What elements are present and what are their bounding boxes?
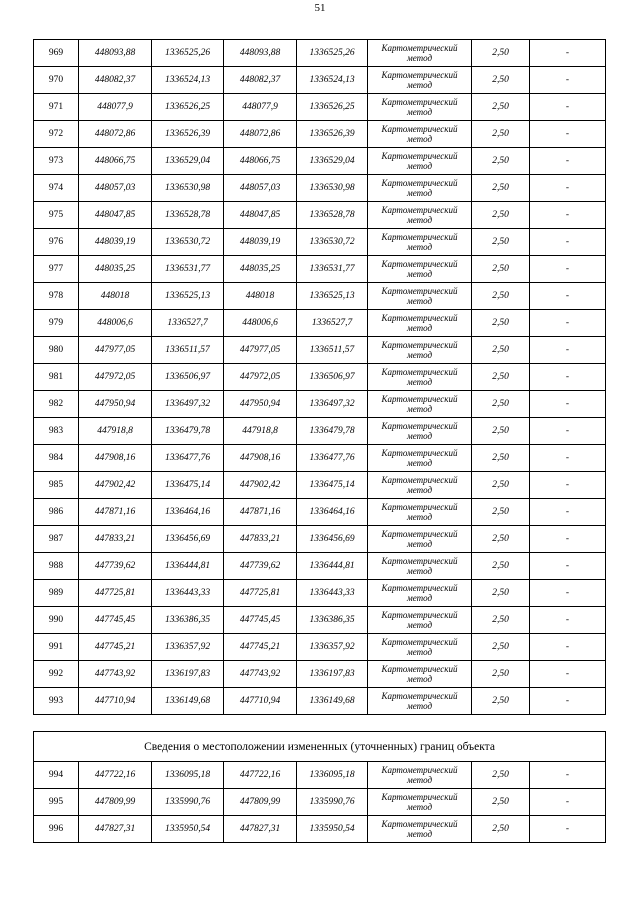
description-cell: - bbox=[530, 607, 606, 634]
description-cell: - bbox=[530, 445, 606, 472]
point-number-cell: 996 bbox=[34, 816, 79, 843]
x-new-cell: 448039,19 bbox=[224, 229, 297, 256]
y-existing-cell: 1336511,57 bbox=[152, 337, 224, 364]
y-new-cell: 1336530,72 bbox=[297, 229, 368, 256]
y-existing-cell: 1336444,81 bbox=[152, 553, 224, 580]
y-new-cell: 1336444,81 bbox=[297, 553, 368, 580]
x-existing-cell: 448006,6 bbox=[79, 310, 152, 337]
y-existing-cell: 1336149,68 bbox=[152, 688, 224, 715]
y-new-cell: 1336529,04 bbox=[297, 148, 368, 175]
table-row bbox=[34, 40, 606, 67]
y-new-cell: 1336525,26 bbox=[297, 40, 368, 67]
table-row bbox=[34, 229, 606, 256]
x-new-cell: 447725,81 bbox=[224, 580, 297, 607]
method-cell: Картометрический метод bbox=[368, 762, 472, 789]
x-existing-cell: 447908,16 bbox=[79, 445, 152, 472]
table-row bbox=[34, 391, 606, 418]
point-number-cell: 984 bbox=[34, 445, 79, 472]
table-row bbox=[34, 580, 606, 607]
table-row bbox=[34, 94, 606, 121]
x-new-cell: 447871,16 bbox=[224, 499, 297, 526]
table-row bbox=[34, 364, 606, 391]
accuracy-cell: 2,50 bbox=[472, 148, 530, 175]
table-row bbox=[34, 661, 606, 688]
method-cell: Картометрический метод bbox=[368, 202, 472, 229]
y-existing-cell: 1336526,25 bbox=[152, 94, 224, 121]
point-number-cell: 981 bbox=[34, 364, 79, 391]
x-new-cell: 447972,05 bbox=[224, 364, 297, 391]
accuracy-cell: 2,50 bbox=[472, 688, 530, 715]
accuracy-cell: 2,50 bbox=[472, 816, 530, 843]
x-existing-cell: 447809,99 bbox=[79, 789, 152, 816]
y-new-cell: 1336095,18 bbox=[297, 762, 368, 789]
table-row bbox=[34, 553, 606, 580]
point-number-cell: 969 bbox=[34, 40, 79, 67]
table-row bbox=[34, 526, 606, 553]
description-cell: - bbox=[530, 418, 606, 445]
x-existing-cell: 448018 bbox=[79, 283, 152, 310]
accuracy-cell: 2,50 bbox=[472, 661, 530, 688]
y-existing-cell: 1335990,76 bbox=[152, 789, 224, 816]
accuracy-cell: 2,50 bbox=[472, 67, 530, 94]
y-new-cell: 1336357,92 bbox=[297, 634, 368, 661]
point-number-cell: 994 bbox=[34, 762, 79, 789]
x-new-cell: 447908,16 bbox=[224, 445, 297, 472]
description-cell: - bbox=[530, 553, 606, 580]
point-number-cell: 988 bbox=[34, 553, 79, 580]
x-existing-cell: 448077,9 bbox=[79, 94, 152, 121]
table-row bbox=[34, 256, 606, 283]
y-new-cell: 1335990,76 bbox=[297, 789, 368, 816]
accuracy-cell: 2,50 bbox=[472, 364, 530, 391]
table-row bbox=[34, 121, 606, 148]
section-heading: Сведения о местоположении измененных (уточненных) границ объекта bbox=[34, 732, 606, 762]
accuracy-cell: 2,50 bbox=[472, 418, 530, 445]
accuracy-cell: 2,50 bbox=[472, 121, 530, 148]
y-existing-cell: 1336528,78 bbox=[152, 202, 224, 229]
table-row bbox=[34, 607, 606, 634]
x-existing-cell: 447950,94 bbox=[79, 391, 152, 418]
x-existing-cell: 447972,05 bbox=[79, 364, 152, 391]
x-new-cell: 447977,05 bbox=[224, 337, 297, 364]
method-cell: Картометрический метод bbox=[368, 661, 472, 688]
y-existing-cell: 1336531,77 bbox=[152, 256, 224, 283]
x-new-cell: 447902,42 bbox=[224, 472, 297, 499]
x-new-cell: 447745,45 bbox=[224, 607, 297, 634]
x-existing-cell: 447827,31 bbox=[79, 816, 152, 843]
y-existing-cell: 1336477,76 bbox=[152, 445, 224, 472]
changed-borders-table bbox=[33, 731, 606, 843]
y-new-cell: 1336511,57 bbox=[297, 337, 368, 364]
method-cell: Картометрический метод bbox=[368, 337, 472, 364]
section-heading-row bbox=[34, 732, 606, 762]
x-new-cell: 447745,21 bbox=[224, 634, 297, 661]
y-existing-cell: 1336527,7 bbox=[152, 310, 224, 337]
y-existing-cell: 1336197,83 bbox=[152, 661, 224, 688]
x-new-cell: 448057,03 bbox=[224, 175, 297, 202]
accuracy-cell: 2,50 bbox=[472, 283, 530, 310]
method-cell: Картометрический метод bbox=[368, 148, 472, 175]
point-number-cell: 989 bbox=[34, 580, 79, 607]
x-new-cell: 448072,86 bbox=[224, 121, 297, 148]
y-new-cell: 1336443,33 bbox=[297, 580, 368, 607]
method-cell: Картометрический метод bbox=[368, 580, 472, 607]
x-new-cell: 447739,62 bbox=[224, 553, 297, 580]
y-existing-cell: 1336506,97 bbox=[152, 364, 224, 391]
description-cell: - bbox=[530, 337, 606, 364]
y-existing-cell: 1336526,39 bbox=[152, 121, 224, 148]
x-existing-cell: 448082,37 bbox=[79, 67, 152, 94]
description-cell: - bbox=[530, 472, 606, 499]
x-existing-cell: 447977,05 bbox=[79, 337, 152, 364]
description-cell: - bbox=[530, 121, 606, 148]
y-new-cell: 1336506,97 bbox=[297, 364, 368, 391]
method-cell: Картометрический метод bbox=[368, 445, 472, 472]
x-existing-cell: 448066,75 bbox=[79, 148, 152, 175]
method-cell: Картометрический метод bbox=[368, 499, 472, 526]
x-new-cell: 448006,6 bbox=[224, 310, 297, 337]
y-new-cell: 1336528,78 bbox=[297, 202, 368, 229]
y-new-cell: 1336197,83 bbox=[297, 661, 368, 688]
y-new-cell: 1336456,69 bbox=[297, 526, 368, 553]
description-cell: - bbox=[530, 762, 606, 789]
x-new-cell: 447950,94 bbox=[224, 391, 297, 418]
x-new-cell: 447827,31 bbox=[224, 816, 297, 843]
method-cell: Картометрический метод bbox=[368, 229, 472, 256]
method-cell: Картометрический метод bbox=[368, 816, 472, 843]
x-existing-cell: 448047,85 bbox=[79, 202, 152, 229]
point-number-cell: 972 bbox=[34, 121, 79, 148]
table-row bbox=[34, 472, 606, 499]
point-number-cell: 978 bbox=[34, 283, 79, 310]
y-existing-cell: 1336529,04 bbox=[152, 148, 224, 175]
description-cell: - bbox=[530, 67, 606, 94]
x-existing-cell: 448039,19 bbox=[79, 229, 152, 256]
y-new-cell: 1336475,14 bbox=[297, 472, 368, 499]
x-new-cell: 447918,8 bbox=[224, 418, 297, 445]
method-cell: Картометрический метод bbox=[368, 472, 472, 499]
description-cell: - bbox=[530, 202, 606, 229]
y-new-cell: 1336526,25 bbox=[297, 94, 368, 121]
x-existing-cell: 447710,94 bbox=[79, 688, 152, 715]
y-existing-cell: 1336095,18 bbox=[152, 762, 224, 789]
y-new-cell: 1336386,35 bbox=[297, 607, 368, 634]
method-cell: Картометрический метод bbox=[368, 607, 472, 634]
x-new-cell: 448035,25 bbox=[224, 256, 297, 283]
y-existing-cell: 1336530,72 bbox=[152, 229, 224, 256]
y-existing-cell: 1336530,98 bbox=[152, 175, 224, 202]
point-number-cell: 980 bbox=[34, 337, 79, 364]
x-existing-cell: 447739,62 bbox=[79, 553, 152, 580]
y-existing-cell: 1336497,32 bbox=[152, 391, 224, 418]
point-number-cell: 983 bbox=[34, 418, 79, 445]
x-new-cell: 448018 bbox=[224, 283, 297, 310]
description-cell: - bbox=[530, 661, 606, 688]
x-existing-cell: 448057,03 bbox=[79, 175, 152, 202]
method-cell: Картометрический метод bbox=[368, 310, 472, 337]
accuracy-cell: 2,50 bbox=[472, 175, 530, 202]
method-cell: Картометрический метод bbox=[368, 121, 472, 148]
point-number-cell: 991 bbox=[34, 634, 79, 661]
accuracy-cell: 2,50 bbox=[472, 553, 530, 580]
y-existing-cell: 1336479,78 bbox=[152, 418, 224, 445]
x-new-cell: 448082,37 bbox=[224, 67, 297, 94]
accuracy-cell: 2,50 bbox=[472, 310, 530, 337]
y-new-cell: 1336531,77 bbox=[297, 256, 368, 283]
description-cell: - bbox=[530, 526, 606, 553]
accuracy-cell: 2,50 bbox=[472, 789, 530, 816]
method-cell: Картометрический метод bbox=[368, 634, 472, 661]
point-number-cell: 985 bbox=[34, 472, 79, 499]
point-number-cell: 974 bbox=[34, 175, 79, 202]
description-cell: - bbox=[530, 148, 606, 175]
x-new-cell: 447809,99 bbox=[224, 789, 297, 816]
point-number-cell: 977 bbox=[34, 256, 79, 283]
x-existing-cell: 447743,92 bbox=[79, 661, 152, 688]
description-cell: - bbox=[530, 580, 606, 607]
method-cell: Картометрический метод bbox=[368, 391, 472, 418]
y-new-cell: 1336497,32 bbox=[297, 391, 368, 418]
y-new-cell: 1336527,7 bbox=[297, 310, 368, 337]
point-number-cell: 975 bbox=[34, 202, 79, 229]
description-cell: - bbox=[530, 364, 606, 391]
method-cell: Картометрический метод bbox=[368, 789, 472, 816]
table-row bbox=[34, 789, 606, 816]
accuracy-cell: 2,50 bbox=[472, 472, 530, 499]
x-new-cell: 448093,88 bbox=[224, 40, 297, 67]
point-number-cell: 995 bbox=[34, 789, 79, 816]
y-new-cell: 1336525,13 bbox=[297, 283, 368, 310]
accuracy-cell: 2,50 bbox=[472, 256, 530, 283]
y-existing-cell: 1336386,35 bbox=[152, 607, 224, 634]
accuracy-cell: 2,50 bbox=[472, 94, 530, 121]
x-new-cell: 447710,94 bbox=[224, 688, 297, 715]
x-existing-cell: 448035,25 bbox=[79, 256, 152, 283]
y-existing-cell: 1336443,33 bbox=[152, 580, 224, 607]
method-cell: Картометрический метод bbox=[368, 94, 472, 121]
table-row bbox=[34, 67, 606, 94]
x-existing-cell: 447725,81 bbox=[79, 580, 152, 607]
point-number-cell: 979 bbox=[34, 310, 79, 337]
table-row bbox=[34, 634, 606, 661]
y-existing-cell: 1336525,26 bbox=[152, 40, 224, 67]
point-number-cell: 973 bbox=[34, 148, 79, 175]
description-cell: - bbox=[530, 283, 606, 310]
x-existing-cell: 448093,88 bbox=[79, 40, 152, 67]
table-row bbox=[34, 762, 606, 789]
table-row bbox=[34, 202, 606, 229]
table-row bbox=[34, 175, 606, 202]
accuracy-cell: 2,50 bbox=[472, 526, 530, 553]
accuracy-cell: 2,50 bbox=[472, 607, 530, 634]
y-new-cell: 1336477,76 bbox=[297, 445, 368, 472]
y-existing-cell: 1336475,14 bbox=[152, 472, 224, 499]
description-cell: - bbox=[530, 94, 606, 121]
method-cell: Картометрический метод bbox=[368, 283, 472, 310]
method-cell: Картометрический метод bbox=[368, 40, 472, 67]
y-new-cell: 1336479,78 bbox=[297, 418, 368, 445]
y-new-cell: 1335950,54 bbox=[297, 816, 368, 843]
point-number-cell: 971 bbox=[34, 94, 79, 121]
x-new-cell: 447833,21 bbox=[224, 526, 297, 553]
table-row bbox=[34, 310, 606, 337]
y-existing-cell: 1335950,54 bbox=[152, 816, 224, 843]
method-cell: Картометрический метод bbox=[368, 418, 472, 445]
x-new-cell: 448047,85 bbox=[224, 202, 297, 229]
description-cell: - bbox=[530, 391, 606, 418]
accuracy-cell: 2,50 bbox=[472, 40, 530, 67]
method-cell: Картометрический метод bbox=[368, 688, 472, 715]
x-existing-cell: 447871,16 bbox=[79, 499, 152, 526]
x-new-cell: 447743,92 bbox=[224, 661, 297, 688]
table-row bbox=[34, 688, 606, 715]
description-cell: - bbox=[530, 175, 606, 202]
x-new-cell: 448077,9 bbox=[224, 94, 297, 121]
description-cell: - bbox=[530, 688, 606, 715]
table-row bbox=[34, 816, 606, 843]
y-new-cell: 1336530,98 bbox=[297, 175, 368, 202]
table-row bbox=[34, 499, 606, 526]
y-existing-cell: 1336525,13 bbox=[152, 283, 224, 310]
point-number-cell: 990 bbox=[34, 607, 79, 634]
point-number-cell: 992 bbox=[34, 661, 79, 688]
x-existing-cell: 447918,8 bbox=[79, 418, 152, 445]
description-cell: - bbox=[530, 310, 606, 337]
y-new-cell: 1336149,68 bbox=[297, 688, 368, 715]
description-cell: - bbox=[530, 229, 606, 256]
description-cell: - bbox=[530, 499, 606, 526]
y-existing-cell: 1336357,92 bbox=[152, 634, 224, 661]
y-new-cell: 1336524,13 bbox=[297, 67, 368, 94]
point-number-cell: 993 bbox=[34, 688, 79, 715]
accuracy-cell: 2,50 bbox=[472, 634, 530, 661]
point-number-cell: 986 bbox=[34, 499, 79, 526]
x-existing-cell: 448072,86 bbox=[79, 121, 152, 148]
coordinates-table bbox=[33, 39, 606, 715]
accuracy-cell: 2,50 bbox=[472, 391, 530, 418]
x-existing-cell: 447833,21 bbox=[79, 526, 152, 553]
point-number-cell: 987 bbox=[34, 526, 79, 553]
accuracy-cell: 2,50 bbox=[472, 337, 530, 364]
page-number: 51 bbox=[314, 2, 326, 14]
accuracy-cell: 2,50 bbox=[472, 762, 530, 789]
point-number-cell: 970 bbox=[34, 67, 79, 94]
y-new-cell: 1336526,39 bbox=[297, 121, 368, 148]
y-existing-cell: 1336456,69 bbox=[152, 526, 224, 553]
table-row bbox=[34, 148, 606, 175]
x-new-cell: 447722,16 bbox=[224, 762, 297, 789]
x-new-cell: 448066,75 bbox=[224, 148, 297, 175]
x-existing-cell: 447745,21 bbox=[79, 634, 152, 661]
description-cell: - bbox=[530, 40, 606, 67]
accuracy-cell: 2,50 bbox=[472, 445, 530, 472]
table-row bbox=[34, 418, 606, 445]
point-number-cell: 976 bbox=[34, 229, 79, 256]
method-cell: Картометрический метод bbox=[368, 175, 472, 202]
method-cell: Картометрический метод bbox=[368, 526, 472, 553]
description-cell: - bbox=[530, 816, 606, 843]
x-existing-cell: 447722,16 bbox=[79, 762, 152, 789]
table-row bbox=[34, 445, 606, 472]
method-cell: Картометрический метод bbox=[368, 256, 472, 283]
method-cell: Картометрический метод bbox=[368, 364, 472, 391]
method-cell: Картометрический метод bbox=[368, 67, 472, 94]
accuracy-cell: 2,50 bbox=[472, 229, 530, 256]
table-row bbox=[34, 283, 606, 310]
y-existing-cell: 1336524,13 bbox=[152, 67, 224, 94]
point-number-cell: 982 bbox=[34, 391, 79, 418]
accuracy-cell: 2,50 bbox=[472, 499, 530, 526]
description-cell: - bbox=[530, 256, 606, 283]
x-existing-cell: 447902,42 bbox=[79, 472, 152, 499]
x-existing-cell: 447745,45 bbox=[79, 607, 152, 634]
description-cell: - bbox=[530, 789, 606, 816]
table-row bbox=[34, 337, 606, 364]
method-cell: Картометрический метод bbox=[368, 553, 472, 580]
accuracy-cell: 2,50 bbox=[472, 202, 530, 229]
y-new-cell: 1336464,16 bbox=[297, 499, 368, 526]
y-existing-cell: 1336464,16 bbox=[152, 499, 224, 526]
accuracy-cell: 2,50 bbox=[472, 580, 530, 607]
description-cell: - bbox=[530, 634, 606, 661]
